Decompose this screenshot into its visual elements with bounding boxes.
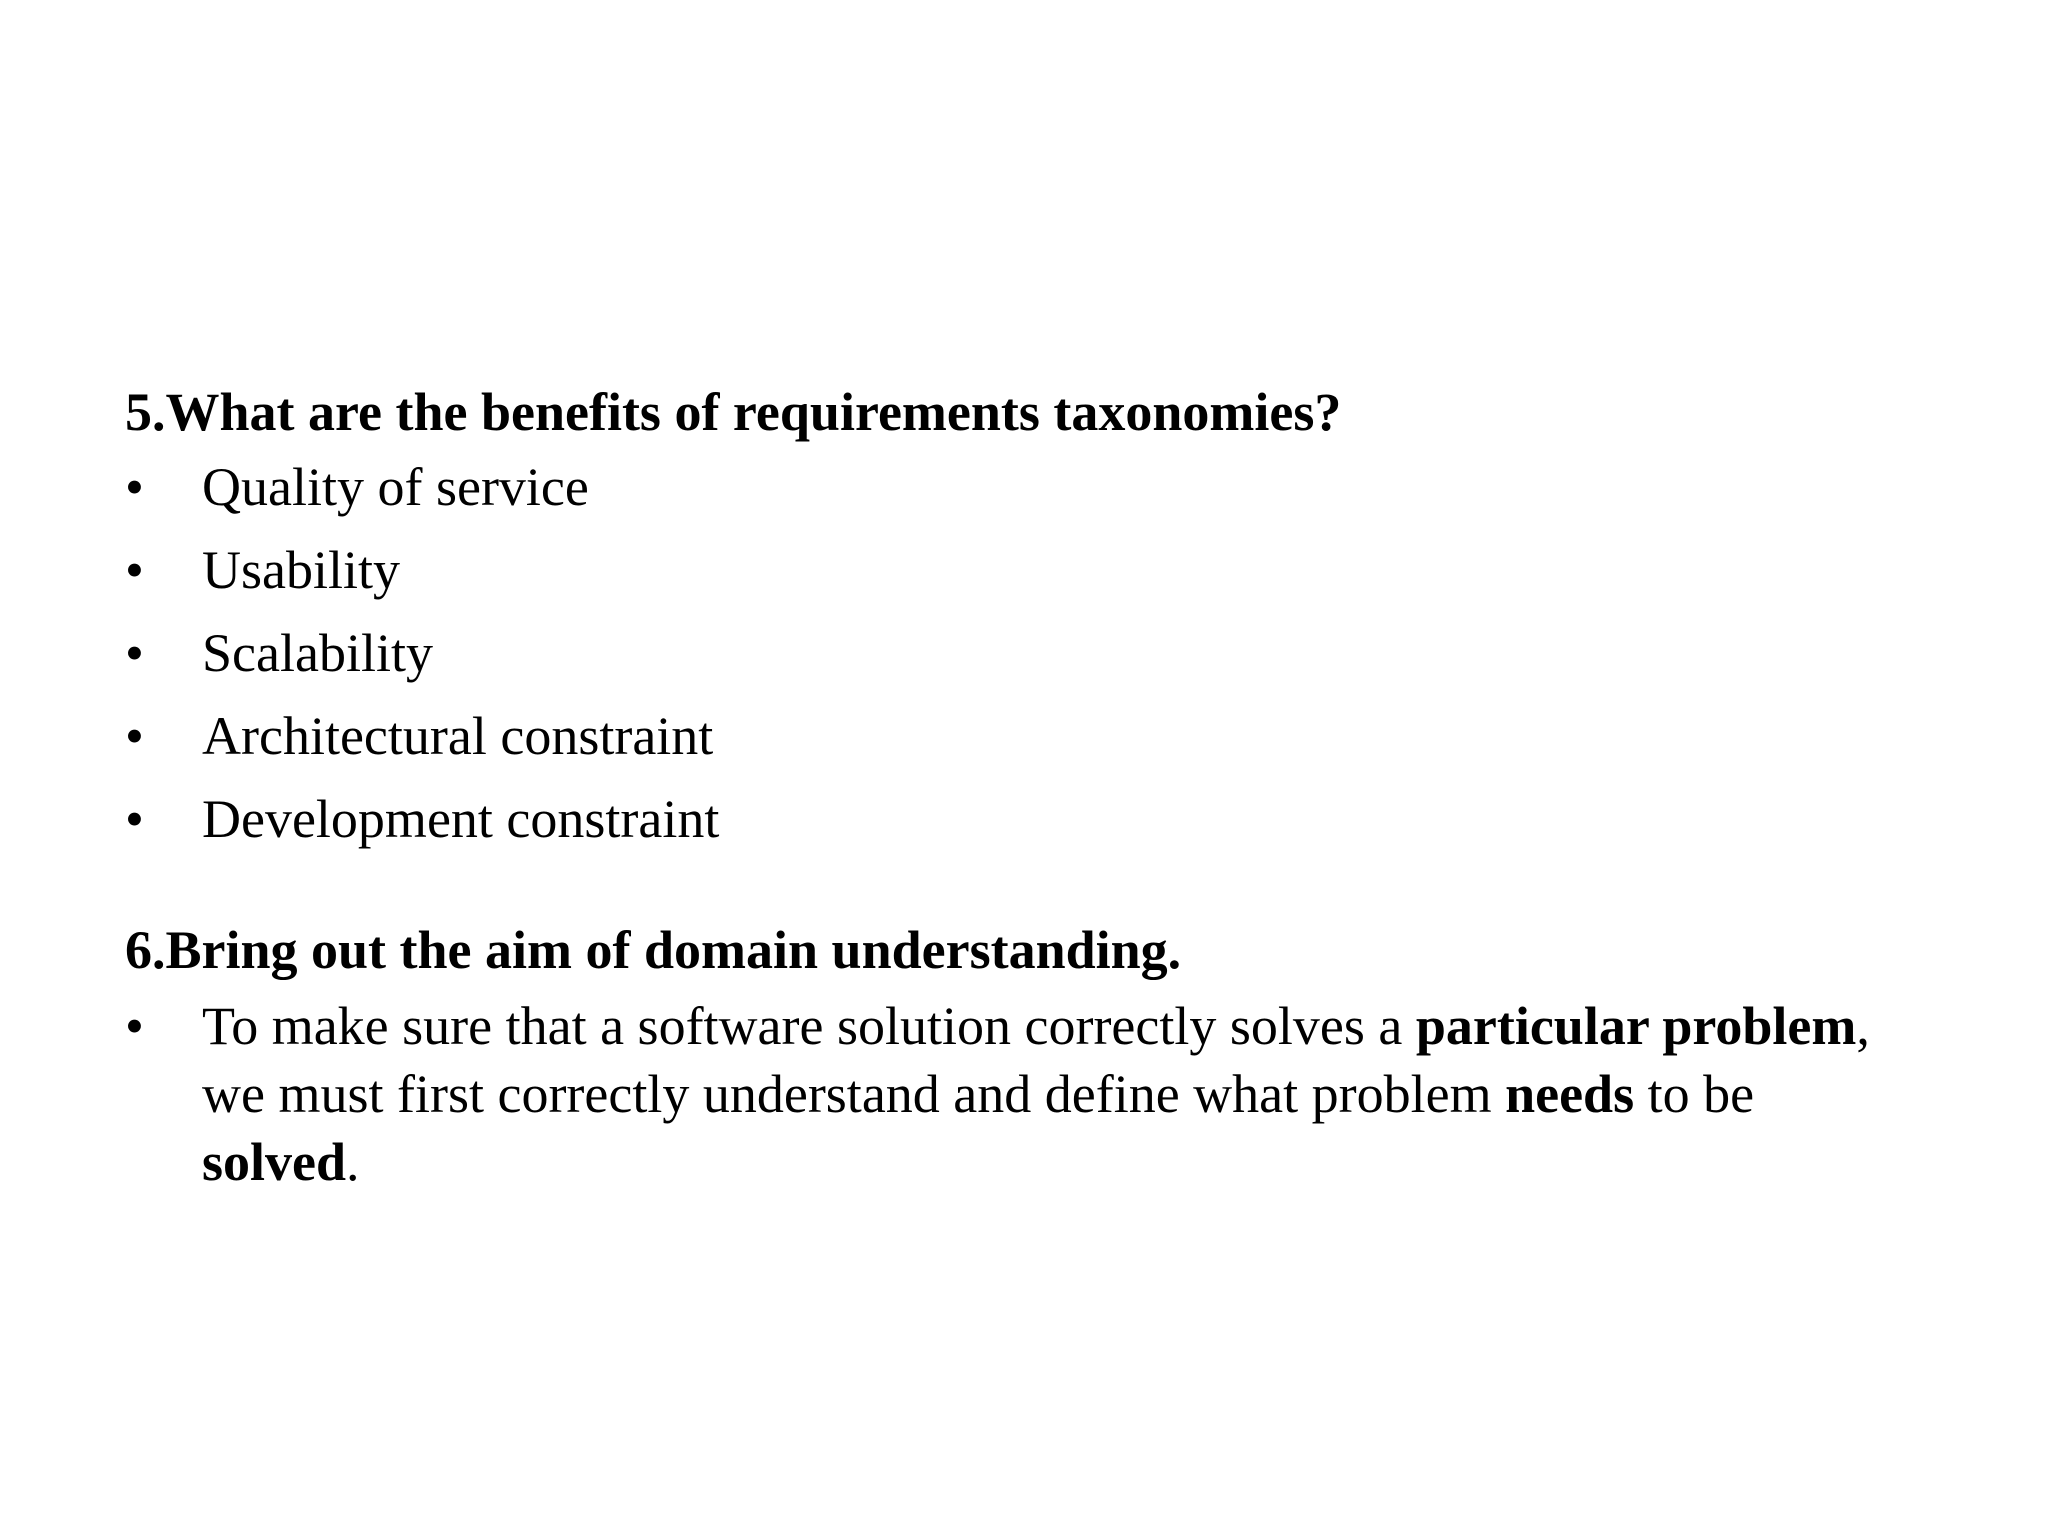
answer-paragraph [202,992,1902,1196]
question-5-heading: 5.What are the benefits of requirements taxonomies? [125,382,1342,442]
list-item-text: Architectural constraint [202,706,714,766]
question-6 [125,916,1925,1196]
list-item-text: Scalability [202,623,433,683]
answer-text-4: . [346,1132,360,1192]
answer-text-1: To make sure that a software solution correctly solves a [202,996,1416,1056]
list-item [125,992,1925,1196]
answer-emphasis-particular-problem: particular problem [1415,996,1857,1056]
bullet-icon: • [125,706,144,766]
list-item [125,446,1925,529]
question-6-heading: 6.Bring out the aim of domain understanding. [125,920,1182,980]
slide-content [125,378,1925,1196]
question-5 [125,378,1925,861]
benefits-list [125,446,1925,861]
list-item-text: Usability [202,540,400,600]
bullet-icon: • [125,457,144,517]
answer-emphasis-solved: solved [202,1132,347,1192]
answer-emphasis-needs: needs [1505,1064,1635,1124]
answer-text-3: to be [1634,1064,1755,1124]
bullet-icon: • [125,996,144,1056]
list-item-text: Quality of service [202,457,589,517]
answer-list [125,992,1925,1196]
list-item-text: Development constraint [202,789,720,849]
answer-text-2: , we must first correctly understand and define what problem [202,996,1870,1124]
list-item [125,529,1925,612]
list-item [125,612,1925,695]
bullet-icon: • [125,540,144,600]
list-item [125,778,1925,861]
bullet-icon: • [125,623,144,683]
list-item [125,695,1925,778]
bullet-icon: • [125,789,144,849]
